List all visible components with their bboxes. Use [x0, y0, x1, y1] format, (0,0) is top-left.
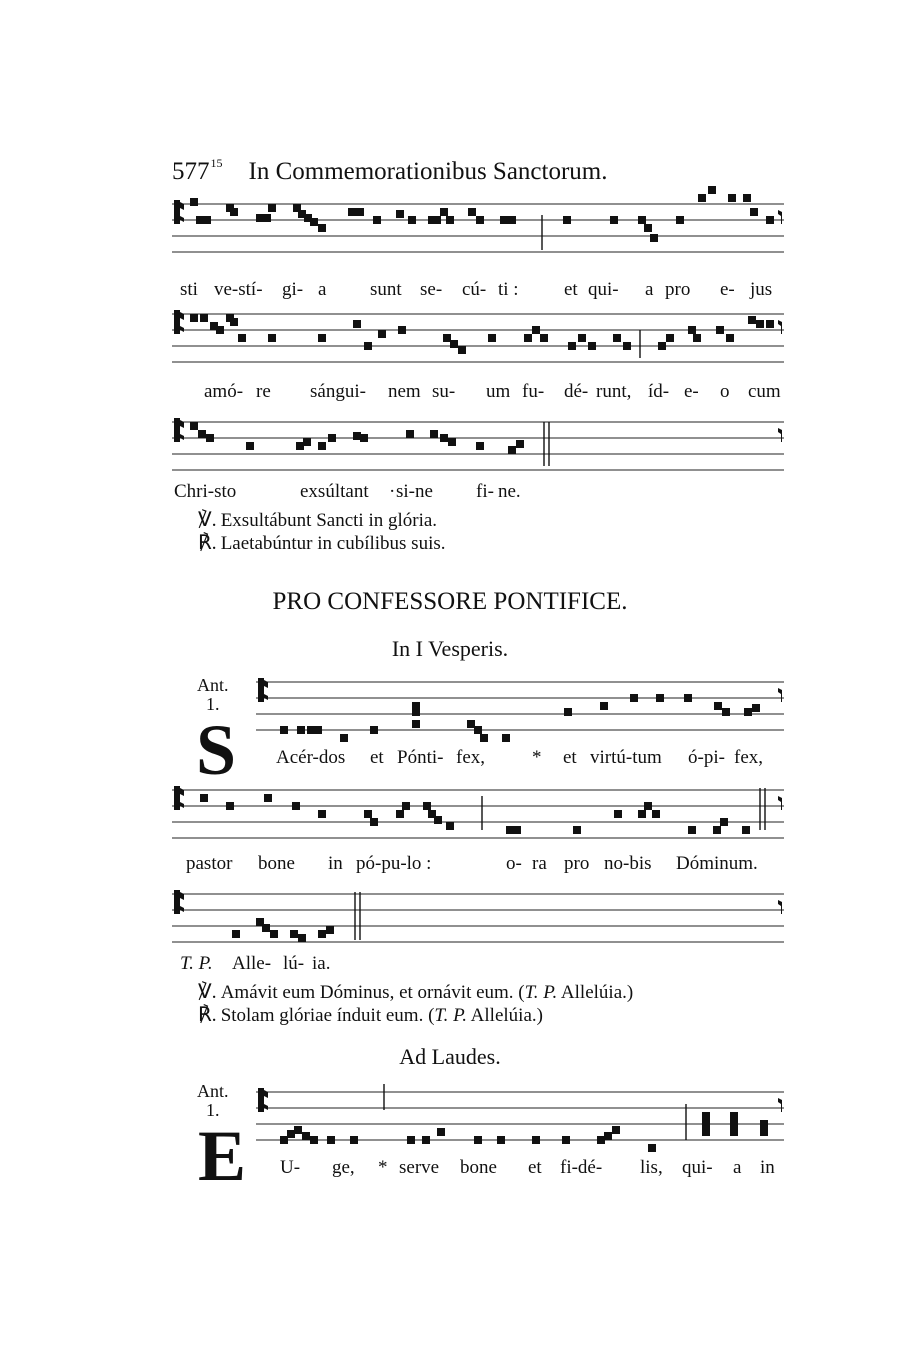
- lyric-syllable: lis,: [640, 1157, 663, 1178]
- lyric-syllable: fex,: [456, 747, 486, 768]
- neume-note: [497, 1136, 505, 1144]
- antiphon-mode: 1.: [206, 693, 220, 714]
- neume-note: [190, 422, 198, 430]
- neume-note: [756, 320, 764, 328]
- neume-note: [468, 208, 476, 216]
- lyric-syllable: e-: [720, 279, 735, 300]
- lyric-syllable: *: [532, 747, 542, 768]
- neume-note: [652, 810, 660, 818]
- neume-note: [198, 430, 206, 438]
- response-text: Stolam glóriae índuit eum. (: [220, 1005, 435, 1026]
- neume-note: [564, 708, 572, 716]
- neume-note: [458, 346, 466, 354]
- neume-note: [326, 926, 334, 934]
- neume-note: [406, 430, 414, 438]
- neume-note: [450, 340, 458, 348]
- neume-note: [693, 334, 701, 342]
- neume-note: [760, 1120, 768, 1128]
- neume-note: [506, 826, 514, 834]
- neume-note: [502, 734, 510, 742]
- neume-note: [676, 216, 684, 224]
- neume-note: [562, 1136, 570, 1144]
- lyric-syllable: serve: [399, 1157, 440, 1178]
- lyric-syllable: Alle-: [232, 953, 272, 974]
- neume-note: [230, 208, 238, 216]
- neume-note: [268, 334, 276, 342]
- lyric-syllable: fu-: [522, 381, 545, 402]
- versicle: [198, 982, 633, 1002]
- neume-note: [440, 208, 448, 216]
- neume-note: [203, 216, 211, 224]
- lyric-syllable: U-: [280, 1157, 301, 1178]
- lyric-syllable: su-: [432, 381, 456, 402]
- neume-note: [200, 794, 208, 802]
- neume-note: [294, 1126, 302, 1134]
- versicle: [198, 510, 437, 530]
- neume-note: [262, 924, 270, 932]
- clef-icon: [174, 418, 184, 442]
- lyric-syllable: et: [564, 279, 578, 300]
- neume-note: [318, 810, 326, 818]
- neume-note: [292, 802, 300, 810]
- neume-note: [714, 702, 722, 710]
- neume-note: [612, 1126, 620, 1134]
- neume-note: [290, 930, 298, 938]
- neume-note: [230, 318, 238, 326]
- neume-note: [307, 726, 315, 734]
- custos-icon: [778, 210, 782, 224]
- lyric-syllable: fi-dé-: [560, 1157, 603, 1178]
- neume-note: [440, 434, 448, 442]
- clef-icon: [174, 310, 184, 334]
- clef-icon: [174, 786, 184, 810]
- neume-note: [370, 726, 378, 734]
- lyric-syllable: a: [318, 279, 327, 300]
- neume-note: [614, 810, 622, 818]
- neume-note: [232, 930, 240, 938]
- music-staff: [256, 668, 784, 748]
- lyric-syllable: pastor: [186, 853, 233, 874]
- custos-icon: [778, 428, 782, 442]
- neume-note: [748, 316, 756, 324]
- lyric-syllable: fi-: [476, 481, 494, 502]
- music-staff: [172, 190, 784, 270]
- neume-note: [256, 214, 264, 222]
- neume-note: [532, 326, 540, 334]
- neume-note: [412, 720, 420, 728]
- neume-note: [480, 734, 488, 742]
- running-title: In Commemorationibus Sanctorum.: [248, 158, 608, 185]
- lyric-syllable: ó-pi-: [688, 747, 725, 768]
- neume-note: [356, 208, 364, 216]
- neume-note: [666, 334, 674, 342]
- neume-note: [353, 320, 361, 328]
- lyric-syllable: sunt: [370, 279, 402, 300]
- neume-note: [500, 216, 508, 224]
- neume-note: [412, 702, 420, 710]
- neume-note: [467, 720, 475, 728]
- neume-note: [434, 816, 442, 824]
- music-staff: [172, 408, 784, 488]
- neume-note: [402, 802, 410, 810]
- neume-note: [650, 234, 658, 242]
- response-tail: Allelúia.): [466, 1005, 543, 1026]
- section-title: PRO CONFESSORE PONTIFICE.: [272, 588, 628, 615]
- neume-note: [730, 1120, 738, 1128]
- lyric-syllable: íd-: [648, 381, 670, 402]
- antiphon-label: [197, 676, 229, 714]
- antiphon-word: Ant.: [197, 1081, 229, 1101]
- neume-note: [303, 438, 311, 446]
- lyric-syllable: gi-: [282, 279, 304, 300]
- neume-note: [716, 326, 724, 334]
- lyric-syllable: um: [486, 381, 511, 402]
- clef-icon: [174, 890, 184, 914]
- subsection-title: Ad Laudes.: [399, 1044, 501, 1069]
- neume-note: [588, 342, 596, 350]
- neume-note: [644, 224, 652, 232]
- versicle-text: Exsultábunt Sancti in glória.: [220, 510, 438, 531]
- lyric-syllable: sti: [180, 279, 198, 300]
- neume-note: [364, 342, 372, 350]
- neume-note: [448, 438, 456, 446]
- neume-note: [760, 1128, 768, 1136]
- lyric-syllable: virtú-tum: [590, 747, 662, 768]
- neume-note: [328, 434, 336, 442]
- staff-notation: [172, 776, 784, 856]
- lyric-syllable: in: [328, 853, 343, 874]
- lyric-syllable: re: [256, 381, 271, 402]
- custos-icon: [778, 900, 782, 914]
- response-symbol: ℟.: [198, 532, 217, 554]
- neume-note: [246, 442, 254, 450]
- neume-note: [578, 334, 586, 342]
- antiphon-word: Ant.: [197, 675, 229, 695]
- running-header: [172, 156, 607, 186]
- neume-note: [318, 442, 326, 450]
- neume-note: [648, 1144, 656, 1152]
- lyric-syllable: ·: [389, 481, 396, 502]
- neume-note: [563, 216, 571, 224]
- lyric-syllable: Chri-sto: [174, 481, 237, 502]
- lyric-syllable: bone: [258, 853, 295, 874]
- neume-note: [720, 818, 728, 826]
- lyric-syllable: dé-: [564, 381, 589, 402]
- staff-notation: [172, 880, 784, 950]
- lyric-syllable: cum: [748, 381, 781, 402]
- lyric-syllable: cú-: [462, 279, 487, 300]
- neume-note: [318, 334, 326, 342]
- versicle-text: Amávit eum Dóminus, et ornávit eum. (: [220, 982, 525, 1003]
- lyric-syllable: et: [563, 747, 577, 768]
- neume-note: [713, 826, 721, 834]
- neume-note: [702, 1128, 710, 1136]
- neume-note: [297, 726, 305, 734]
- neume-note: [474, 726, 482, 734]
- neume-note: [516, 440, 524, 448]
- staff-notation: [172, 300, 784, 380]
- neume-note: [750, 208, 758, 216]
- custos-icon: [778, 796, 782, 810]
- lyric-syllable: o: [720, 381, 730, 402]
- neume-note: [573, 826, 581, 834]
- response: [198, 1005, 543, 1025]
- lyric-syllable: Acér-dos: [276, 747, 346, 768]
- neume-note: [743, 194, 751, 202]
- neume-note: [742, 826, 750, 834]
- neume-note: [310, 218, 318, 226]
- neume-note: [280, 1136, 288, 1144]
- lyric-syllable: fex,: [734, 747, 764, 768]
- lyric-syllable: ve-stí-: [214, 279, 263, 300]
- lyric-syllable: sángui-: [310, 381, 366, 402]
- neume-note: [422, 1136, 430, 1144]
- neume-note: [766, 216, 774, 224]
- neume-note: [600, 702, 608, 710]
- page-number-suffix: 15: [210, 156, 223, 170]
- neume-note: [318, 930, 326, 938]
- neume-note: [430, 430, 438, 438]
- neume-note: [270, 930, 278, 938]
- lyric-syllable: e-: [684, 381, 699, 402]
- neume-note: [443, 334, 451, 342]
- neume-note: [540, 334, 548, 342]
- neume-note: [200, 314, 208, 322]
- neume-note: [730, 1112, 738, 1120]
- neume-note: [508, 216, 516, 224]
- neume-note: [190, 314, 198, 322]
- lyric-syllable: ra: [532, 853, 547, 874]
- staff-notation: [172, 190, 784, 270]
- neume-note: [348, 208, 356, 216]
- lyric-syllable: qui-: [588, 279, 619, 300]
- neume-note: [726, 334, 734, 342]
- lyric-syllable: bone: [460, 1157, 497, 1178]
- lyric-syllable: et: [528, 1157, 542, 1178]
- page-number: $577^{15}$: [172, 156, 223, 185]
- neume-note: [658, 342, 666, 350]
- tempore-paschali-line: [180, 954, 213, 973]
- lyric-syllable: *: [378, 1157, 388, 1178]
- neume-note: [722, 708, 730, 716]
- neume-note: [360, 434, 368, 442]
- lyric-syllable: pó-pu-lo :: [356, 853, 432, 874]
- custos-icon: [778, 1098, 782, 1112]
- neume-note: [524, 334, 532, 342]
- neume-note: [446, 216, 454, 224]
- lyric-syllable: pro: [564, 853, 590, 874]
- neume-note: [630, 694, 638, 702]
- neume-note: [216, 326, 224, 334]
- neume-note: [433, 216, 441, 224]
- neume-note: [623, 342, 631, 350]
- lyric-syllable: jus: [750, 279, 773, 300]
- lyric-syllable: ia.: [312, 953, 331, 974]
- lyric-syllable: lú-: [283, 953, 305, 974]
- neume-note: [378, 330, 386, 338]
- lyric-syllable: exsúltant: [300, 481, 369, 502]
- neume-note: [340, 734, 348, 742]
- neume-note: [688, 326, 696, 334]
- neume-note: [327, 1136, 335, 1144]
- lyric-syllable: qui-: [682, 1157, 713, 1178]
- neume-note: [423, 802, 431, 810]
- neume-note: [353, 432, 361, 440]
- response: [198, 533, 446, 553]
- neume-note: [396, 210, 404, 218]
- neume-note: [408, 216, 416, 224]
- neume-note: [298, 934, 306, 942]
- neume-note: [407, 1136, 415, 1144]
- versicle-tail: Allelúia.): [557, 982, 634, 1003]
- staff-notation: [256, 668, 784, 748]
- neume-note: [364, 810, 372, 818]
- neume-note: [310, 1136, 318, 1144]
- tp-abbrev: T. P.: [180, 953, 213, 974]
- clef-icon: [174, 200, 184, 224]
- neume-note: [370, 818, 378, 826]
- lyric-syllable: a: [645, 279, 654, 300]
- antiphon-label: [197, 1082, 229, 1120]
- clef-icon: [258, 1088, 268, 1112]
- neume-note: [610, 216, 618, 224]
- lyric-syllable: o-: [506, 853, 522, 874]
- neume-note: [226, 802, 234, 810]
- neume-note: [474, 1136, 482, 1144]
- response-symbol: ℟.: [198, 1004, 217, 1026]
- lyric-syllable: no-bis: [604, 853, 652, 874]
- custos-icon: [778, 320, 782, 334]
- neume-note: [264, 794, 272, 802]
- neume-note: [488, 334, 496, 342]
- neume-note: [314, 726, 322, 734]
- neume-note: [744, 708, 752, 716]
- neume-note: [373, 216, 381, 224]
- lyric-syllable: et: [370, 747, 384, 768]
- music-staff: [172, 880, 784, 950]
- lyric-syllable: runt,: [596, 381, 632, 402]
- lyric-syllable: amó-: [204, 381, 244, 402]
- neume-note: [708, 186, 716, 194]
- tp-abbrev: T. P.: [524, 982, 558, 1003]
- neume-note: [398, 326, 406, 334]
- neume-note: [280, 726, 288, 734]
- neume-note: [296, 442, 304, 450]
- neume-note: [476, 442, 484, 450]
- neume-note: [613, 334, 621, 342]
- neume-note: [263, 214, 271, 222]
- neume-note: [638, 216, 646, 224]
- neume-note: [476, 216, 484, 224]
- neume-note: [513, 826, 521, 834]
- neume-note: [508, 446, 516, 454]
- neume-note: [350, 1136, 358, 1144]
- neume-note: [196, 216, 204, 224]
- neume-note: [684, 694, 692, 702]
- neume-note: [437, 1128, 445, 1136]
- neume-note: [728, 194, 736, 202]
- staff-notation: [256, 1078, 784, 1158]
- neume-note: [568, 342, 576, 350]
- music-staff: [172, 300, 784, 380]
- clef-icon: [258, 678, 268, 702]
- staff-notation: [172, 408, 784, 488]
- versicle-symbol: ℣.: [198, 981, 217, 1003]
- tp-abbrev: T. P.: [434, 1005, 467, 1026]
- neume-note: [604, 1132, 612, 1140]
- neume-note: [766, 320, 774, 328]
- subsection-title: In I Vesperis.: [391, 636, 509, 661]
- lyric-syllable: a: [733, 1157, 742, 1178]
- neume-note: [638, 810, 646, 818]
- neume-note: [752, 704, 760, 712]
- lyric-syllable: in: [760, 1157, 775, 1178]
- neume-note: [318, 224, 326, 232]
- response-text: Laetabúntur in cubílibus suis.: [220, 533, 446, 554]
- neume-note: [206, 434, 214, 442]
- lyric-syllable: se-: [420, 279, 443, 300]
- versicle-symbol: ℣.: [198, 509, 217, 531]
- music-staff: [256, 1078, 784, 1158]
- lyric-syllable: ne.: [498, 481, 521, 502]
- lyric-syllable: si-ne: [396, 481, 433, 502]
- custos-icon: [778, 688, 782, 702]
- lyric-syllable: ge,: [332, 1157, 355, 1178]
- initial-letter: E: [198, 1116, 247, 1196]
- neume-note: [644, 802, 652, 810]
- neume-note: [396, 810, 404, 818]
- lyric-syllable: Pónti-: [397, 747, 444, 768]
- lyric-syllable: nem: [388, 381, 421, 402]
- neume-note: [268, 204, 276, 212]
- neume-note: [730, 1128, 738, 1136]
- neume-note: [656, 694, 664, 702]
- lyric-syllable: pro: [665, 279, 691, 300]
- lyric-syllable: ti :: [498, 279, 519, 300]
- neume-note: [238, 334, 246, 342]
- neume-note: [702, 1120, 710, 1128]
- neume-note: [302, 1132, 310, 1140]
- neume-note: [287, 1130, 295, 1138]
- neume-note: [446, 822, 454, 830]
- neume-note: [532, 1136, 540, 1144]
- lyric-syllable: Dóminum.: [676, 853, 758, 874]
- neume-note: [688, 826, 696, 834]
- neume-note: [190, 198, 198, 206]
- neume-note: [698, 194, 706, 202]
- neume-note: [702, 1112, 710, 1120]
- music-staff: [172, 776, 784, 856]
- neume-note: [597, 1136, 605, 1144]
- antiphon-mode: 1.: [206, 1099, 220, 1120]
- initial-letter: S: [196, 710, 237, 790]
